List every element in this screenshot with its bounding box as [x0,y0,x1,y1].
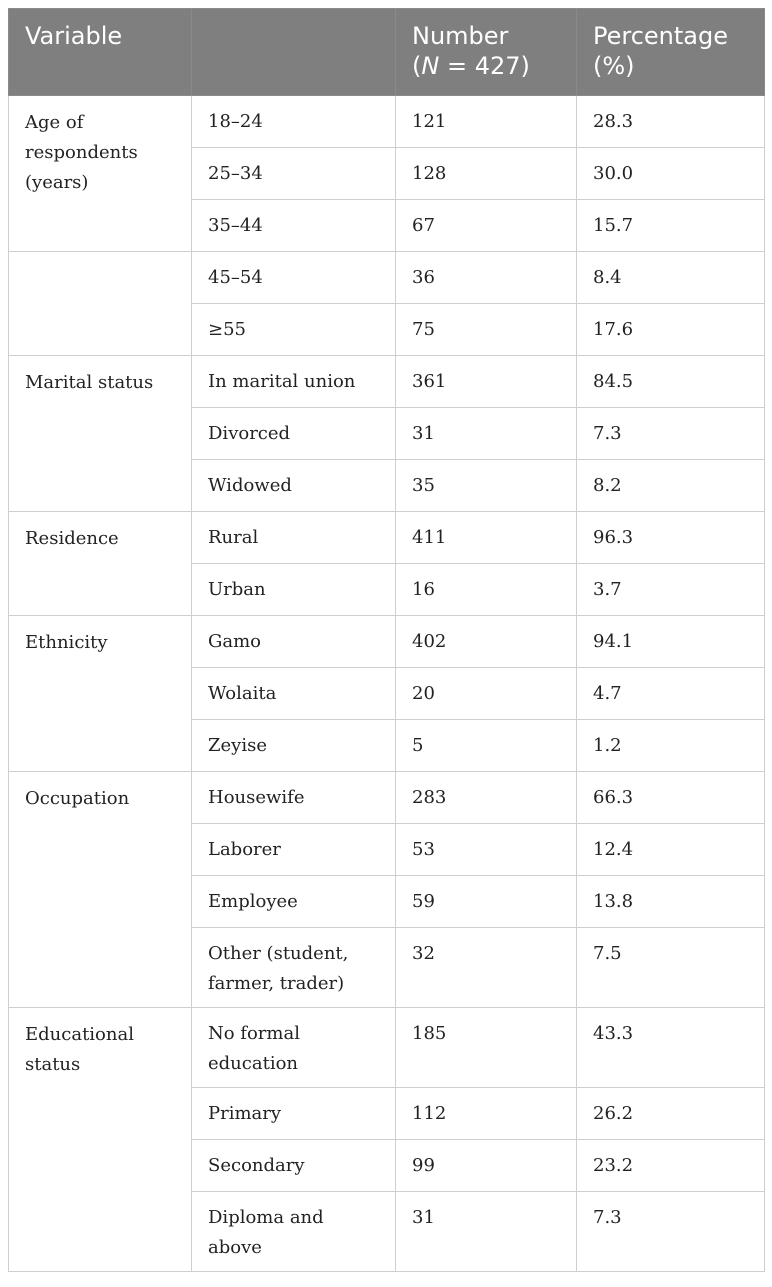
number-cell: 112 [396,1088,577,1140]
percent-cell: 12.4 [577,824,765,876]
percent-cell: 15.7 [577,200,765,252]
header-percentage [577,9,765,96]
category-cell: Rural [192,512,396,564]
number-cell: 53 [396,824,577,876]
category-cell: Housewife [192,772,396,824]
table-row [9,616,765,668]
number-cell: 99 [396,1140,577,1192]
number-cell: 31 [396,408,577,460]
category-cell: Zeyise [192,720,396,772]
header-percentage-label: Percentage [593,22,729,50]
number-cell: 361 [396,356,577,408]
number-cell: 128 [396,148,577,200]
category-cell: ≥55 [192,304,396,356]
table-row [9,96,765,148]
header-number [396,9,577,96]
header-percentage-unit: (%) [593,52,635,80]
number-cell: 31 [396,1192,577,1272]
group-label: Age of respondents (years) [9,96,192,252]
percent-cell: 94.1 [577,616,765,668]
number-cell: 121 [396,96,577,148]
header-number-total: = 427) [439,52,530,80]
table-row [9,252,765,304]
category-cell: Other (student, farmer, trader) [192,928,396,1008]
table-row [9,772,765,824]
percent-cell: 7.5 [577,928,765,1008]
category-cell: Secondary [192,1140,396,1192]
group-label: Marital status [9,356,192,512]
percent-cell: 8.2 [577,460,765,512]
group-label: Ethnicity [9,616,192,772]
number-cell: 35 [396,460,577,512]
header-number-label: Number [412,22,509,50]
number-cell: 59 [396,876,577,928]
percent-cell: 7.3 [577,1192,765,1272]
header-number-open: ( [412,52,422,80]
number-cell: 185 [396,1008,577,1088]
number-cell: 36 [396,252,577,304]
percent-cell: 96.3 [577,512,765,564]
category-cell: No formal education [192,1008,396,1088]
percent-cell: 66.3 [577,772,765,824]
percent-cell: 28.3 [577,96,765,148]
table-row [9,356,765,408]
percent-cell: 17.6 [577,304,765,356]
number-cell: 67 [396,200,577,252]
group-label: Educational status [9,1008,192,1272]
table-row [9,1008,765,1088]
category-cell: Employee [192,876,396,928]
percent-cell: 8.4 [577,252,765,304]
header-number-n: N [421,52,440,80]
number-cell: 20 [396,668,577,720]
group-label [9,252,192,356]
percent-cell: 13.8 [577,876,765,928]
header-row [9,9,765,96]
number-cell: 402 [396,616,577,668]
category-cell: Wolaita [192,668,396,720]
number-cell: 5 [396,720,577,772]
category-cell: Widowed [192,460,396,512]
percent-cell: 7.3 [577,408,765,460]
category-cell: In marital union [192,356,396,408]
category-cell: 45–54 [192,252,396,304]
category-cell: Urban [192,564,396,616]
percent-cell: 4.7 [577,668,765,720]
category-cell: Gamo [192,616,396,668]
percent-cell: 26.2 [577,1088,765,1140]
group-label: Residence [9,512,192,616]
header-variable: Variable [9,9,192,96]
number-cell: 75 [396,304,577,356]
header-blank [192,9,396,96]
percent-cell: 3.7 [577,564,765,616]
number-cell: 16 [396,564,577,616]
percent-cell: 23.2 [577,1140,765,1192]
category-cell: Primary [192,1088,396,1140]
category-cell: Divorced [192,408,396,460]
number-cell: 32 [396,928,577,1008]
number-cell: 283 [396,772,577,824]
category-cell: 25–34 [192,148,396,200]
category-cell: Diploma and above [192,1192,396,1272]
demographics-table [8,8,765,1272]
percent-cell: 84.5 [577,356,765,408]
category-cell: 18–24 [192,96,396,148]
percent-cell: 43.3 [577,1008,765,1088]
percent-cell: 30.0 [577,148,765,200]
table-row [9,512,765,564]
table-body [9,96,765,1272]
category-cell: 35–44 [192,200,396,252]
number-cell: 411 [396,512,577,564]
group-label: Occupation [9,772,192,1008]
category-cell: Laborer [192,824,396,876]
percent-cell: 1.2 [577,720,765,772]
